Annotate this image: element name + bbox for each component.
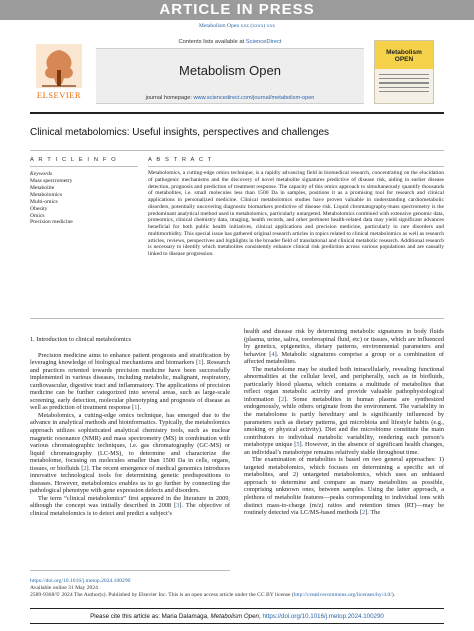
journal-banner	[96, 48, 364, 104]
citation-doi-link[interactable]: https://doi.org/10.1016/j.metop.2024.100290	[262, 613, 384, 620]
article-info-heading: A R T I C L E I N F O	[30, 157, 118, 163]
body-paragraph: health and disease risk by determining metabolic signatures in body fluids (plasma, urine, saliva, cerebrospinal fluid, etc) or tissues, which are influenced by genetics, epigenetics, dietary patterns, environmental parameters and behavior [4]. Metabolic signatures comprise a group or a combination of affected metabolites.	[244, 328, 445, 366]
abstract-rule	[148, 166, 444, 167]
citation-link[interactable]: 2	[83, 464, 87, 472]
journal-homepage-line: journal homepage: www.sciencedirect.com/journal/metabolism-open	[145, 95, 315, 101]
banner-text: ARTICLE IN PRESS	[159, 1, 315, 18]
body-paragraph: The metabolome may be studied both intracellularly, revealing functional abnormalities at the cellular level, and peripherally, such as in biofluids, particularly blood plasma, which contains a multitude of metabolites that reflect organ metabolic activity and provide valuable pathophysiological information [2]. Some metabolites in human plasma are synthesized endogenously, while others originate from the environment. The variability in the metabolome is partly hereditary and is significantly influenced by parameters such as dietary patterns, gut microbiota and lifestyle habits (e.g., smoking or physical activity). Diet and the microbiome constitute the main contributors to individual metabolic variability, rendering each person’s metabotype unique [5]. However, in the absence of significant health changes, an individual’s metabotype remains relatively stable throughout time.	[244, 365, 445, 456]
available-online-date: Available online 31 May 2024	[30, 585, 98, 592]
elsevier-logo[interactable]	[30, 42, 88, 104]
keyword-item: Metabolomics	[30, 191, 63, 198]
journal-cover-thumbnail[interactable]	[374, 40, 434, 104]
body-paragraph: Metabolomics, a cutting-edge omics technique, has emerged due to the advance in analytical methods and bioinformatics. Typically, the metabolomics approach utilizes sophisticated analytical chemistry tools, such as nuclear magnetic resonance (NMR) and mass spectrometry (MS) in combination with various chromatographic techniques, i.e. gas chromatography (GC-MS) or liquid chromatography (LC-MS), to determine and characterize the metabolome, focusing on molecules smaller than 1500 Da in cells, organs, tissues, or biofluids [2]. The recent emergence of medical genomics introduces innovative technological tools for determining genetic predispositions to diseases. However, metabolomics enables us to go further by connecting the pathological phenotype with gene expression defects and disorders.	[30, 411, 230, 495]
contents-line: Contents lists available at ScienceDirect	[178, 39, 282, 45]
citation-link[interactable]: 1	[198, 359, 202, 367]
cover-lines	[379, 74, 429, 95]
body-paragraph: Precision medicine aims to enhance patient prognosis and stratification by leveraging knowledge of biological mechanisms and biomarkers [1]. Research and practices oriented towards precision medicine have been successfully implemented in various diseases, including metabolic, malignant, respiratory, cardiovascular, digestive tract and inflammatory. The applications of precision medicine can be further categorized into several areas, such as large-scale screening, early detection, molecular phenotyping and prognosis of disease as well as prediction of treatment response [1].	[30, 351, 230, 412]
keyword-item: Omics	[30, 212, 45, 219]
article-info-rule	[30, 166, 138, 167]
keywords-label: Keywords	[30, 171, 53, 177]
journal-homepage-link[interactable]: www.sciencedirect.com/journal/metabolism-open	[193, 95, 315, 101]
abstract-text: Metabolomics, a cutting-edge omics technique, is a rapidly advancing field in biomedical research, concentrating on the elucidation of pathogenic mechanisms and the discovery of novel metabolite signatures predictive of disease risk, aiding in earlier disease detection, prognosis and prediction of treatment response. The capacity of this omics approach to simultaneously quantify thousands of metabolites, i.e. small molecules less than 1500 Da in samples, positions it as a promising tool for research and clinical applications in personalized medicine. Clinical metabolomics studies have proven valuable in understanding cardiometabolic disorders, potentially uncovering diagnostic biomarkers predictive of disease risk. Liquid chromatography-mass spectrometry is the predominant analytical method used in metabolomics, particularly untargeted. Metabolomics combined with extensive genomic data, proteomics, clinical chemistry data, imaging, health records, and other pertinent health-related data may yield significant advances beneficial for both public health initiatives, clinical applications and precision medicine, particularly in rare disorders and multimorbidity. This special issue has gathered original research articles in topics related to clinical metabolomics as well as research articles, reviews, perspectives and highlights in the broader field of translational and clinical metabolic research. Additional research is necessary to identify which metabolites consistently enhance clinical risk prediction across various populations and are causally linked to disease progression.	[148, 170, 444, 257]
citation-link[interactable]: 3	[176, 502, 180, 510]
section-heading: 1. Introduction to clinical metabolomics	[30, 336, 131, 343]
keyword-item: Metabolite	[30, 184, 55, 191]
body-column-left	[30, 336, 230, 518]
keyword-item: Precision medicine	[30, 219, 73, 226]
article-title: Clinical metabolomics: Useful insights, perspectives and challenges	[30, 127, 330, 138]
elsevier-tree-icon	[36, 44, 82, 88]
article-in-press-banner	[0, 0, 474, 20]
sciencedirect-link[interactable]: ScienceDirect	[245, 39, 282, 45]
license-link[interactable]: http://creativecommons.org/licenses/by/4.0/	[293, 592, 392, 599]
masthead	[30, 36, 444, 108]
footnotes	[30, 578, 444, 600]
journal-title: Metabolism Open	[179, 63, 281, 78]
citation-link[interactable]: 5	[296, 441, 300, 449]
keyword-item: Obesity	[30, 205, 48, 212]
cover-title: Metabolism OPEN	[386, 49, 422, 63]
keywords-list	[30, 178, 140, 226]
citation-link[interactable]: 2	[362, 509, 366, 517]
abstract-bottom-rule	[30, 318, 444, 319]
body-paragraph: The term “clinical metabolomics” first appeared in the literature in 2009, although the concept was initially described in 2008 [3]. The objective of clinical metabolomics is to detect and predict a subject’s	[30, 494, 230, 518]
citation-link[interactable]: 4	[271, 350, 275, 358]
title-rule	[30, 150, 444, 151]
citation-link[interactable]: 2	[280, 395, 285, 403]
publisher-name: ELSEVIER	[36, 90, 82, 100]
journal-reference[interactable]: Metabolism Open xxx (xxxx) xxx	[198, 23, 276, 29]
citation-box: Please cite this article as: Maria Dalamaga, Metabolism Open, https://doi.org/10.1016/j.metop.2024.100290	[30, 608, 444, 624]
doi-link[interactable]: https://doi.org/10.1016/j.metop.2024.100290	[30, 578, 131, 584]
body-paragraph: The examination of metabolites is based on two general approaches: 1) targeted metabolomics, which focuses on determining a specific set of metabolites, and 2) untargeted metabolomics, which uses an unbiased approach to determine and compare as many metabolites as possible, comprising unknown ones, between samples. Using the latter approach, a plethora of metabolite features—peaks corresponding to individual ions with distinct mass-to-charge (m/z) ratios and retention times (RT)—may be routinely detected via LC/MS-based methods [2]. The	[244, 456, 444, 517]
keyword-item: Mass spectrometry	[30, 178, 73, 184]
abstract-heading: A B S T R A C T	[148, 157, 213, 163]
body-column-right	[244, 328, 444, 517]
footnote-rule	[30, 570, 230, 571]
license-line: 2589-9368/© 2024 The Author(s). Published by Elsevier Inc. This is an open access article under the CC BY license (http://creativecommons.org/licenses/by/4.0/).	[30, 592, 396, 599]
citation-link[interactable]: 1	[134, 404, 138, 412]
citation-journal: Metabolism Open	[210, 613, 259, 620]
header-rule	[30, 112, 444, 114]
keyword-item: Multi-omics	[30, 198, 58, 205]
